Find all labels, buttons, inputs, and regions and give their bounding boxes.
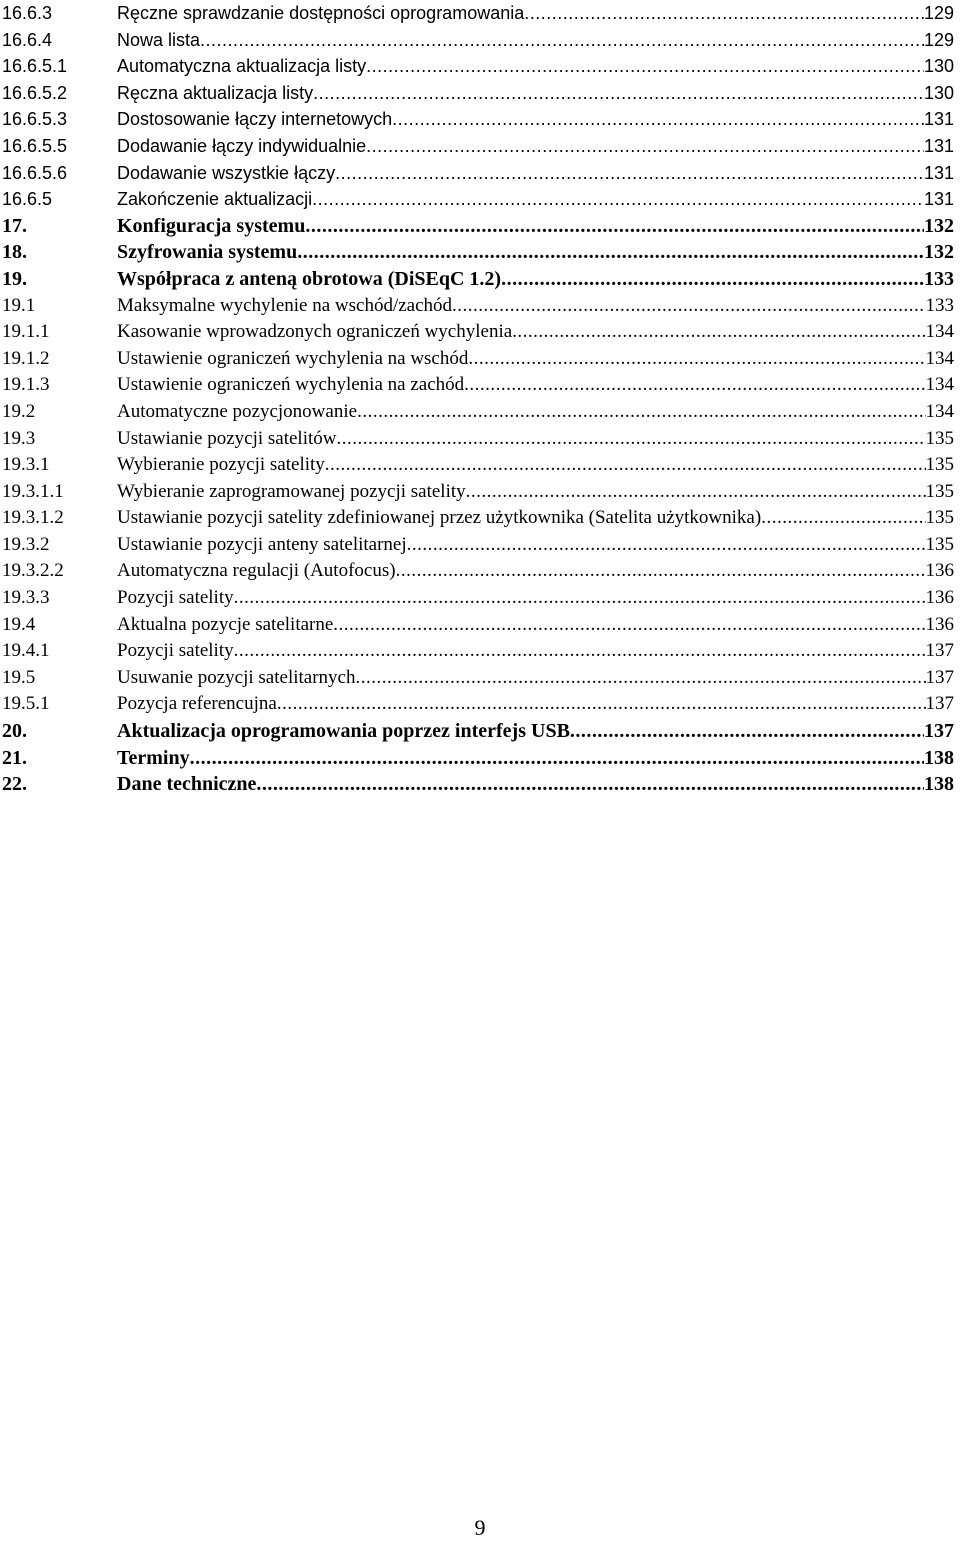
toc-entry-page: 137 xyxy=(925,640,954,662)
toc-dot-leader xyxy=(305,213,924,240)
toc-entry-number: 19.1.1 xyxy=(2,321,50,343)
toc-entry-title: Zakończenie aktualizacji xyxy=(117,189,313,210)
toc-entry[interactable] xyxy=(0,691,960,718)
toc-entry[interactable] xyxy=(0,638,960,665)
toc-entry-number: 19.5 xyxy=(2,666,36,688)
toc-entry-title: Automatyczna aktualizacja listy xyxy=(117,56,367,77)
toc-entry-page: 132 xyxy=(924,214,954,237)
toc-dot-leader xyxy=(570,718,924,745)
toc-dot-leader xyxy=(396,558,926,585)
toc-entry-title: Ustawienie ograniczeń wychylenia na wschód xyxy=(117,347,469,369)
toc-dot-leader xyxy=(234,585,926,612)
toc-entry-page: 138 xyxy=(924,746,954,769)
toc-entry-page: 135 xyxy=(925,533,954,555)
toc-dot-leader xyxy=(501,266,924,293)
toc-dot-leader xyxy=(333,612,925,639)
toc-entry-title: Terminy xyxy=(117,746,190,769)
toc-entry-title: Automatyczne pozycjonowanie xyxy=(117,400,358,422)
toc-entry[interactable] xyxy=(0,80,960,107)
toc-entry-number: 19.3.2 xyxy=(2,533,50,555)
toc-entry-number: 19.5.1 xyxy=(2,693,50,715)
toc-entry-number: 17. xyxy=(2,214,27,237)
toc-entry-title: Dostosowanie łączy internetowych xyxy=(117,109,393,130)
toc-entry-page: 134 xyxy=(925,374,954,396)
toc-dot-leader xyxy=(761,505,925,532)
toc-entry-page: 136 xyxy=(925,560,954,582)
toc-entry[interactable] xyxy=(0,27,960,54)
toc-entry-number: 16.6.5.1 xyxy=(2,56,68,77)
toc-entry-title: Ustawianie pozycji satelitów xyxy=(117,427,337,449)
toc-entry-page: 130 xyxy=(923,56,954,77)
toc-entry-title: Dodawanie wszystkie łączy xyxy=(117,162,336,183)
toc-entry-page: 136 xyxy=(925,587,954,609)
toc-entry-title: Dane techniczne xyxy=(117,773,257,796)
toc-entry-page: 129 xyxy=(923,29,954,50)
toc-entry-title: Dodawanie łączy indywidualnie xyxy=(117,135,367,156)
toc-entry-title: Pozycji satelity xyxy=(117,587,234,609)
toc-dot-leader xyxy=(452,293,925,320)
toc-entry-page: 134 xyxy=(925,400,954,422)
toc-entry-page: 135 xyxy=(925,480,954,502)
toc-entry-page: 133 xyxy=(924,267,954,290)
toc-entry-page: 134 xyxy=(925,321,954,343)
toc-entry-number: 16.6.5.6 xyxy=(2,162,68,183)
toc-entry-title: Pozycja referencujna xyxy=(117,693,277,715)
toc-entry[interactable] xyxy=(0,372,960,399)
toc-entry-page: 137 xyxy=(925,666,954,688)
toc-dot-leader xyxy=(524,0,924,27)
toc-entry-number: 19.4 xyxy=(2,613,36,635)
toc-entry-page: 131 xyxy=(923,135,954,156)
toc-entry-page: 137 xyxy=(924,720,954,743)
toc-dot-leader xyxy=(313,80,924,107)
toc-dot-leader xyxy=(234,638,926,665)
toc-entry-number: 19.1.2 xyxy=(2,347,50,369)
toc-entry-number: 19. xyxy=(2,267,27,290)
toc-entry-number: 20. xyxy=(2,720,27,743)
toc-entry-title: Konfiguracja systemu xyxy=(117,214,306,237)
toc-entry-page: 130 xyxy=(923,82,954,103)
toc-entry[interactable] xyxy=(0,319,960,346)
toc-dot-leader xyxy=(355,665,925,692)
toc-entry[interactable] xyxy=(0,505,960,532)
toc-entry-title: Ustawienie ograniczeń wychylenia na zachód xyxy=(117,374,465,396)
toc-entry-title: Ręczna aktualizacja listy xyxy=(117,82,314,103)
toc-entry[interactable] xyxy=(0,106,960,133)
toc-dot-leader xyxy=(468,346,925,373)
toc-entry-number: 18. xyxy=(2,241,27,264)
toc-entry-title: Kasowanie wprowadzonych ograniczeń wychylenia xyxy=(117,321,513,343)
toc-dot-leader xyxy=(277,691,926,718)
toc-entry-number: 19.1.3 xyxy=(2,374,50,396)
toc-entry-title: Ręczne sprawdzanie dostępności oprogramowania xyxy=(117,3,525,23)
toc-dot-leader xyxy=(297,239,924,266)
toc-entry[interactable] xyxy=(0,718,960,745)
toc-dot-leader xyxy=(337,426,926,453)
toc-entry[interactable] xyxy=(0,452,960,479)
toc-dot-leader xyxy=(512,319,925,346)
toc-entry[interactable] xyxy=(0,213,960,240)
toc-dot-leader xyxy=(407,532,926,559)
toc-entry[interactable] xyxy=(0,133,960,160)
toc-entry-page: 131 xyxy=(923,109,954,130)
toc-entry-title: Usuwanie pozycji satelitarnych xyxy=(117,666,356,688)
toc-entry-number: 19.3.1.2 xyxy=(2,507,64,529)
toc-entry[interactable] xyxy=(0,346,960,373)
toc-entry[interactable] xyxy=(0,160,960,187)
page-number: 9 xyxy=(474,1515,486,1540)
toc-dot-leader xyxy=(466,479,926,506)
toc-entry[interactable] xyxy=(0,293,960,320)
toc-entry-page: 131 xyxy=(923,189,954,210)
toc-entry-page: 132 xyxy=(924,241,954,264)
toc-entry-number: 19.3 xyxy=(2,427,36,449)
toc-entry[interactable] xyxy=(0,53,960,80)
toc-entry-title: Automatyczna regulacji (Autofocus) xyxy=(117,560,396,582)
toc-dot-leader xyxy=(366,53,924,80)
toc-dot-leader xyxy=(325,452,926,479)
toc-entry-number: 19.4.1 xyxy=(2,640,50,662)
toc-entry-number: 19.3.2.2 xyxy=(2,560,64,582)
toc-entry-title: Aktualizacja oprogramowania poprzez interfejs USB xyxy=(117,720,570,743)
toc-entry-number: 19.1 xyxy=(2,294,36,316)
toc-dot-leader xyxy=(366,133,924,160)
toc-entry-number: 19.3.1 xyxy=(2,454,50,476)
toc-dot-leader xyxy=(357,399,925,426)
toc-entry[interactable] xyxy=(0,186,960,213)
toc-entry-title: Maksymalne wychylenie na wschód/zachód xyxy=(117,294,453,316)
toc-entry[interactable] xyxy=(0,479,960,506)
toc-entry-number: 16.6.5.5 xyxy=(2,135,68,156)
toc-entry[interactable] xyxy=(0,266,960,293)
toc-entry-title: Szyfrowania systemu xyxy=(117,241,298,264)
toc-dot-leader xyxy=(392,106,924,133)
toc-entry-number: 16.6.4 xyxy=(2,29,53,50)
toc-dot-leader xyxy=(312,186,924,213)
toc-entry-title: Współpraca z anteną obrotowa (DiSEqC 1.2) xyxy=(117,267,502,290)
toc-entry-number: 21. xyxy=(2,746,27,769)
toc-entry-number: 16.6.3 xyxy=(2,3,53,23)
toc-entry-number: 19.3.1.1 xyxy=(2,480,64,502)
toc-entry-page: 135 xyxy=(925,454,954,476)
toc-entry[interactable] xyxy=(0,665,960,692)
toc-entry-number: 19.2 xyxy=(2,400,36,422)
toc-entry-page: 135 xyxy=(925,427,954,449)
toc-entry[interactable] xyxy=(0,771,960,798)
toc-entry[interactable] xyxy=(0,558,960,585)
toc-entry[interactable] xyxy=(0,426,960,453)
toc-entry-number: 16.6.5.2 xyxy=(2,82,68,103)
toc-entry-title: Wybieranie zaprogramowanej pozycji satelity xyxy=(117,480,466,502)
toc-entry[interactable] xyxy=(0,745,960,772)
toc-dot-leader xyxy=(335,160,924,187)
toc-entry-page: 135 xyxy=(925,507,954,529)
toc-entry-page: 137 xyxy=(925,693,954,715)
toc-entry-title: Ustawianie pozycji anteny satelitarnej xyxy=(117,533,407,555)
toc-entry-title: Pozycji satelity xyxy=(117,640,234,662)
toc-dot-leader xyxy=(200,27,924,54)
toc-dot-leader xyxy=(190,745,924,772)
toc-entry-number: 16.6.5 xyxy=(2,189,53,210)
toc-entry-page: 131 xyxy=(923,162,954,183)
toc-entry[interactable] xyxy=(0,399,960,426)
toc-entry[interactable] xyxy=(0,0,960,27)
toc-entry[interactable] xyxy=(0,612,960,639)
toc-entry-page: 133 xyxy=(925,294,954,316)
toc-entry-page: 136 xyxy=(925,613,954,635)
toc-entry[interactable] xyxy=(0,532,960,559)
toc-entry-title: Wybieranie pozycji satelity xyxy=(117,454,325,476)
toc-entry[interactable] xyxy=(0,239,960,266)
toc-entry-title: Aktualna pozycje satelitarne xyxy=(117,613,334,635)
toc-entry-number: 19.3.3 xyxy=(2,587,50,609)
toc-entry-number: 22. xyxy=(2,773,27,796)
toc-entry[interactable] xyxy=(0,585,960,612)
toc-entry-title: Ustawianie pozycji satelity zdefiniowanej przez użytkownika (Satelita użytkownika) xyxy=(117,507,762,529)
toc-entry-page: 138 xyxy=(924,773,954,796)
toc-dot-leader xyxy=(464,372,925,399)
toc-dot-leader xyxy=(256,771,924,798)
toc-entry-page: 134 xyxy=(925,347,954,369)
toc-entry-page: 129 xyxy=(923,3,954,23)
toc-entry-title: Nowa lista xyxy=(117,29,201,50)
toc-entry-number: 16.6.5.3 xyxy=(2,109,68,130)
